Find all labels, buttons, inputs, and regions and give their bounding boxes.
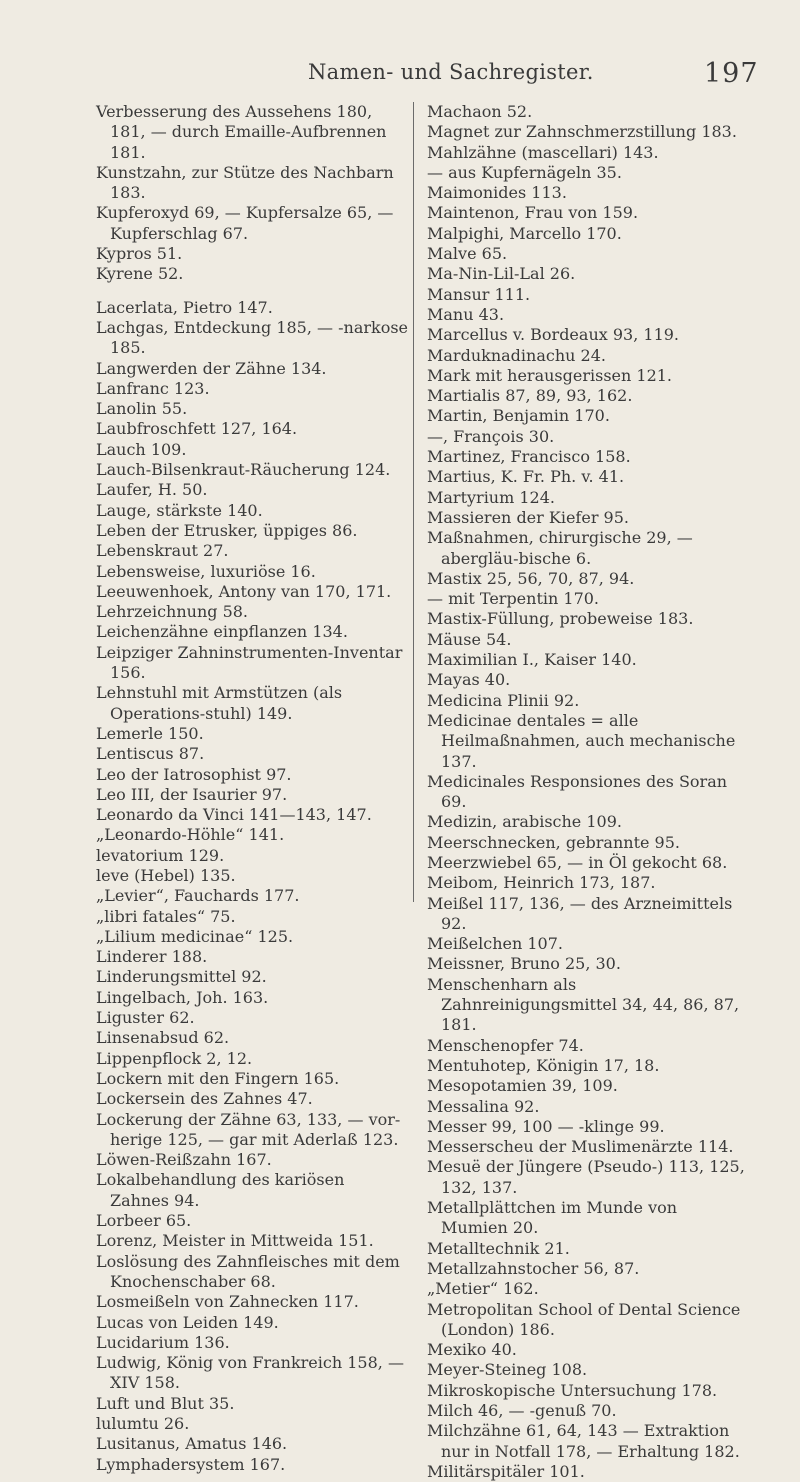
index-entry: Mahlzähne (mascellari) 143.: [427, 142, 659, 162]
index-entry: Lebenskraut 27.: [96, 541, 229, 561]
index-entry: Lebensweise, luxuriöse 16.: [96, 561, 316, 581]
index-entry: „libri fatales“ 75.: [96, 906, 236, 926]
index-entry: Lockern mit den Fingern 165.: [96, 1068, 340, 1088]
index-entry: Lehrzeichnung 58.: [96, 602, 249, 622]
index-entry: Lauch-Bilsenkraut-Räucherung 124.: [96, 460, 391, 480]
index-entry: Linderungsmittel 92.: [96, 967, 267, 987]
page-number: 197: [704, 58, 759, 89]
index-entry: Machaon 52.: [427, 102, 533, 121]
index-entry: Lucidarium 136.: [96, 1332, 230, 1352]
index-entry: Malve 65.: [427, 244, 508, 264]
index-entry: Linsenabsud 62.: [96, 1028, 230, 1048]
index-entry: „Levier“, Fauchards 177.: [96, 886, 300, 906]
index-entry: Laubfroschfett 127, 164.: [96, 419, 298, 439]
index-entry: Mesuë der Jüngere (Pseudo-) 113, 125, 132, 137.: [427, 1157, 745, 1197]
index-entry: Lauge, stärkste 140.: [96, 500, 263, 520]
index-entry: Metallplättchen im Munde von Mumien 20.: [427, 1198, 678, 1238]
index-entry: Loslösung des Zahnfleisches mit dem Knochenschaber 68.: [96, 1251, 400, 1291]
index-entry: Mastix-Füllung, probeweise 183.: [427, 609, 694, 629]
index-entry: Maintenon, Frau von 159.: [427, 203, 639, 223]
index-entry: Martialis 87, 89, 93, 162.: [427, 386, 633, 406]
index-entry: Mesopotamien 39, 109.: [427, 1076, 618, 1096]
index-entry: Metallzahnstocher 56, 87.: [427, 1258, 640, 1278]
index-entry: Mastix 25, 56, 70, 87, 94.: [427, 568, 635, 588]
index-entry: Magnet zur Zahnschmerzstillung 183.: [427, 122, 737, 142]
index-column-right: [427, 102, 745, 1482]
index-entry: levatorium 129.: [96, 845, 225, 865]
index-entry: Laufer, H. 50.: [96, 480, 208, 500]
index-entry: Lingelbach, Joh. 163.: [96, 987, 269, 1007]
index-entry: leve (Hebel) 135.: [96, 865, 236, 885]
index-entry: Mansur 111.: [427, 284, 531, 304]
page-header: [0, 54, 800, 94]
index-entry: Linderer 188.: [96, 947, 208, 967]
index-entry: Ludwig, König von Frankreich 158, — XIV 158.: [96, 1353, 404, 1393]
index-entry: Leipziger Zahninstrumenten-Inventar 156.: [96, 642, 403, 683]
index-entry: Lippenpflock 2, 12.: [96, 1048, 253, 1068]
index-entry: Losmeißeln von Zahnecken 117.: [96, 1292, 359, 1312]
column-divider: [413, 102, 414, 902]
index-entry: Messer 99, 100 — -klinge 99.: [427, 1116, 665, 1136]
index-entry: Lusitanus, Amatus 146.: [96, 1434, 288, 1454]
index-entry: — aus Kupfernägeln 35.: [427, 162, 622, 182]
index-entry: Lauch 109.: [96, 439, 187, 459]
index-entry: Lockersein des Zahnes 47.: [96, 1089, 313, 1109]
index-entry: Mäuse 54.: [427, 629, 512, 649]
index-entry: Marcellus v. Bordeaux 93, 119.: [427, 325, 680, 345]
index-entry: Leo III, der Isaurier 97.: [96, 784, 288, 804]
index-entry: Lockerung der Zähne 63, 133, — vor-herige 125, — gar mit Aderlaß 123.: [96, 1109, 401, 1149]
index-entry: Meyer-Steineg 108.: [427, 1360, 588, 1380]
index-entry: Leichenzähne einpflanzen 134.: [96, 622, 348, 642]
index-entry: Leonardo da Vinci 141—143, 147.: [96, 805, 372, 825]
index-entry: Lanfranc 123.: [96, 378, 210, 398]
index-entry: Medicinae dentales = alle Heilmaßnahmen, auch mechanische 137.: [427, 710, 736, 771]
index-entry: Mexiko 40.: [427, 1340, 517, 1360]
index-column-left: [96, 102, 408, 1475]
index-entry: Martin, Benjamin 170.: [427, 406, 610, 426]
index-entry: Meißelchen 107.: [427, 934, 563, 954]
index-entry: Leo der Iatrosophist 97.: [96, 764, 292, 784]
index-entry: Lorbeer 65.: [96, 1211, 192, 1231]
index-entry: Lokalbehandlung des kariösen Zahnes 94.: [96, 1170, 345, 1210]
index-entry: Metalltechnik 21.: [427, 1238, 570, 1258]
index-entry: Luft und Blut 35.: [96, 1393, 235, 1413]
index-entry: Lachgas, Entdeckung 185, — -narkose 185.: [96, 317, 409, 358]
index-entry: Martinez, Francisco 158.: [427, 447, 631, 467]
index-entry: Liguster 62.: [96, 1008, 195, 1028]
index-entry: Kunstzahn, zur Stütze des Nachbarn 183.: [96, 162, 394, 203]
index-entry: „Lilium medicinae“ 125.: [96, 926, 294, 946]
index-entry: Menschenharn als Zahnreinigungsmittel 34, 44, 86, 87, 181.: [427, 974, 740, 1035]
index-entry: Meerzwiebel 65, — in Öl gekocht 68.: [427, 852, 728, 872]
index-entry: Löwen-Reißzahn 167.: [96, 1150, 272, 1170]
index-entry: Messalina 92.: [427, 1096, 540, 1116]
index-entry: Maimonides 113.: [427, 183, 567, 203]
index-entry: Meißel 117, 136, — des Arzneimittels 92.: [427, 893, 733, 933]
index-entry: Militärspitäler 101.: [427, 1461, 585, 1481]
index-entry: Ma-Nin-Lil-Lal 26.: [427, 264, 576, 284]
index-entry: — mit Terpentin 170.: [427, 589, 600, 609]
index-entry: Leeuwenhoek, Antony van 170, 171.: [96, 581, 392, 601]
index-entry: Lymphadersystem 167.: [96, 1454, 286, 1474]
index-entry: „Metier“ 162.: [427, 1279, 539, 1299]
index-entry: Kypros 51.: [96, 244, 183, 264]
index-entry: Mentuhotep, Königin 17, 18.: [427, 1055, 660, 1075]
index-entry: Martyrium 124.: [427, 487, 555, 507]
index-entry: Meissner, Bruno 25, 30.: [427, 954, 621, 974]
index-entry: Medicinales Responsiones des Soran 69.: [427, 771, 728, 812]
index-entry: Leben der Etrusker, üppiges 86.: [96, 520, 358, 540]
index-entry: Mikroskopische Untersuchung 178.: [427, 1380, 718, 1400]
index-entry: —, François 30.: [427, 426, 555, 446]
index-entry: Mayas 40.: [427, 670, 511, 690]
index-entry: Kyrene 52.: [96, 264, 184, 284]
index-entry: Verbesserung des Aussehens 180, 181, — durch Emaille-Aufbrennen 181.: [96, 102, 387, 162]
index-entry: Lorenz, Meister in Mittweida 151.: [96, 1231, 374, 1251]
index-entry: Langwerden der Zähne 134.: [96, 358, 327, 378]
index-entry: lulumtu 26.: [96, 1414, 190, 1433]
index-entry: Maximilian I., Kaiser 140.: [427, 650, 637, 670]
index-entry: Milchzähne 61, 64, 143 — Extraktion nur in Notfall 178, — Erhaltung 182.: [427, 1421, 740, 1461]
index-entry: Medicina Plinii 92.: [427, 690, 580, 710]
index-entry: Massieren der Kiefer 95.: [427, 507, 629, 527]
index-entry: Marduknadinachu 24.: [427, 345, 606, 365]
index-entry: Lanolin 55.: [96, 399, 188, 419]
index-entry: Menschenopfer 74.: [427, 1035, 584, 1055]
index-entry: Martius, K. Fr. Ph. v. 41.: [427, 467, 625, 487]
index-entry: Manu 43.: [427, 304, 505, 324]
index-entry: Lacerlata, Pietro 147.: [96, 297, 273, 317]
index-entry: Meibom, Heinrich 173, 187.: [427, 873, 656, 893]
index-entry: Milch 46, — -genuß 70.: [427, 1401, 617, 1420]
index-entry: Mark mit herausgerissen 121.: [427, 365, 673, 385]
index-entry: Lentiscus 87.: [96, 744, 205, 764]
running-title: Namen- und Sachregister.: [308, 60, 594, 84]
index-entry: Malpighi, Marcello 170.: [427, 223, 622, 243]
index-entry: Lemerle 150.: [96, 723, 204, 743]
index-entry: Lucas von Leiden 149.: [96, 1312, 279, 1332]
index-entry: Metropolitan School of Dental Science (London) 186.: [427, 1299, 741, 1339]
index-entry: Kupferoxyd 69, — Kupfersalze 65, — Kupferschlag 67.: [96, 203, 394, 243]
index-entry: Medizin, arabische 109.: [427, 812, 622, 832]
index-entry: Maßnahmen, chirurgische 29, — abergläu-bische 6.: [427, 528, 693, 568]
index-entry: „Leonardo-Höhle“ 141.: [96, 825, 285, 845]
index-entry: Messerscheu der Muslimenärzte 114.: [427, 1137, 734, 1157]
index-entry: Lehnstuhl mit Armstützen (als Operations-stuhl) 149.: [96, 683, 343, 723]
index-entry: Meerschnecken, gebrannte 95.: [427, 832, 680, 852]
